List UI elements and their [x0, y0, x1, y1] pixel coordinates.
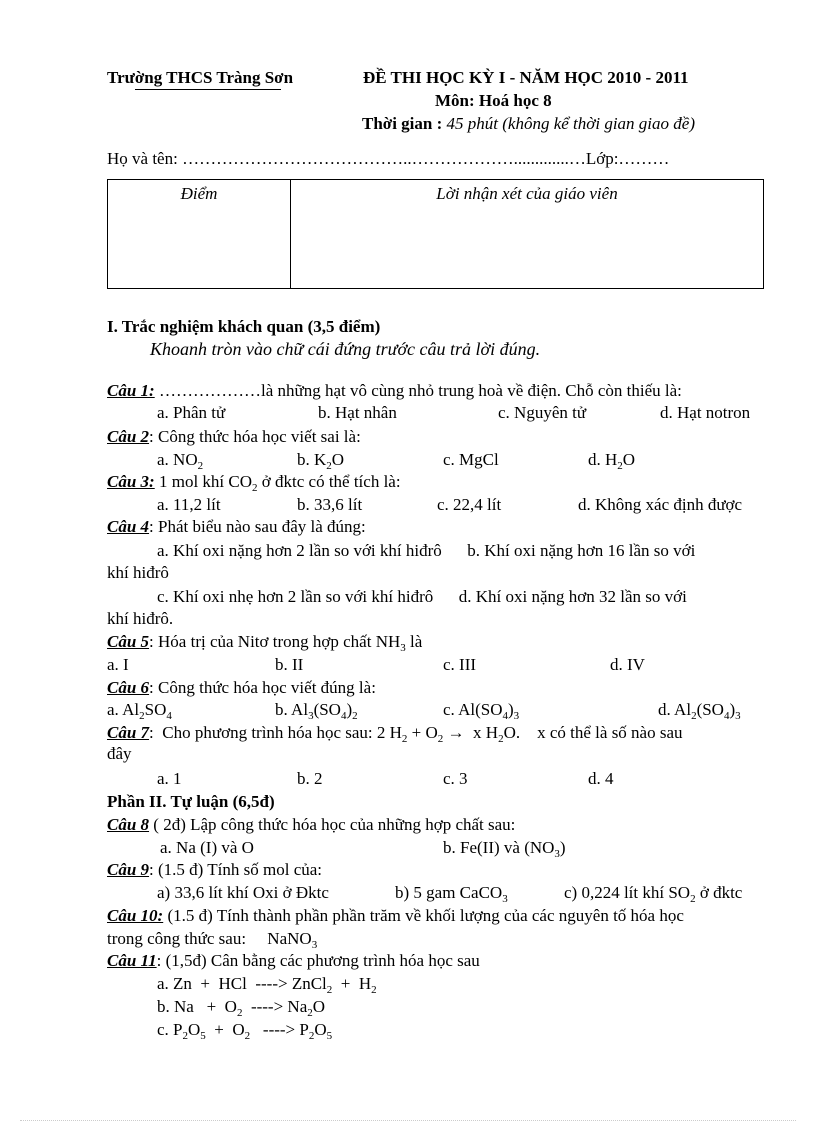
q2-option-b[interactable]: b. $K_2O$ [297, 450, 345, 472]
q2-option-a[interactable]: a. $NO_2$ [157, 450, 204, 472]
student-name-line: Họ và tên: …………………………………..……………….............…Lớp:……… [107, 149, 670, 168]
q1-option-b[interactable]: b. Hạt nhân [318, 403, 397, 422]
q10-stem-wrap: trong công thức sau: NaNO$_3$ [107, 929, 318, 951]
q11-part-a: a. Zn + HCl ----> ZnCl$_2$ + $H_2$ [157, 974, 377, 996]
q11-stem: Câu 11: (1,5đ) Cân bằng các phương trình hóa học sau [107, 951, 480, 970]
q5-stem: Câu 5: Hóa trị của Nitơ trong hợp chất $NH_3$ là [107, 632, 423, 654]
q9-part-a: a) 33,6 lít khí Oxi ở Đktc [157, 883, 329, 902]
comment-header: Lời nhận xét của giáo viên [436, 184, 618, 203]
q7-option-a[interactable]: a. 1 [157, 769, 182, 788]
q9-part-c: c) 0,224 lít khí $SO_2$ ở đktc [564, 883, 743, 905]
q8-part-a: a. Na (I) và O [160, 838, 254, 857]
q7-option-d[interactable]: d. 4 [588, 769, 614, 788]
q8-stem: Câu 8 ( 2đ) Lập công thức hóa học của những hợp chất sau: [107, 815, 516, 834]
q7-stem: Câu 7: Cho phương trình hóa học sau: 2 $H_2 + O_2 \to x$ $H_2O$. x có thể là số nào sau [107, 723, 683, 745]
school-underline [135, 89, 281, 90]
q6-option-c[interactable]: c. $Al(SO_4)_3$ [443, 700, 520, 722]
q4-options-ab-wrap: khí hiđrô [107, 563, 169, 582]
q1-option-c[interactable]: c. Nguyên tử [498, 403, 587, 422]
q5-option-b[interactable]: b. II [275, 655, 304, 674]
q1-option-d[interactable]: d. Hạt notron [660, 403, 751, 422]
q10-stem: Câu 10: (1.5 đ) Tính thành phần phần trăm về khối lượng của các nguyên tố hóa học [107, 906, 684, 925]
part2-title: Phần II. Tự luận (6,5đ) [107, 792, 275, 811]
q6-option-a[interactable]: a. $Al_2SO_4$ [107, 700, 172, 722]
q4-options-cd[interactable]: c. Khí oxi nhẹ hơn 2 lần so với khí hiđrô d. Khí oxi nặng hơn 32 lần so với [157, 587, 687, 606]
q2-stem: Câu 2: Công thức hóa học viết sai là: [107, 427, 361, 446]
q3-option-d[interactable]: d. Không xác định được [578, 495, 743, 514]
subject: Môn: Hoá học 8 [435, 91, 552, 110]
q9-stem: Câu 9: (1.5 đ) Tính số mol của: [107, 860, 323, 879]
score-header: Điểm [180, 184, 218, 203]
q5-option-d[interactable]: d. IV [610, 655, 645, 674]
q2-option-d[interactable]: d. $H_2O$ [588, 450, 636, 472]
score-cell[interactable] [108, 180, 291, 288]
exam-title: ĐỀ THI HỌC KỲ I - NĂM HỌC 2010 - 2011 [363, 68, 689, 87]
q11-part-b: b. $Na + O_2$ ----> $Na_2O$ [157, 997, 326, 1019]
part1-title: I. Trắc nghiệm khách quan (3,5 điểm) [107, 317, 381, 336]
q2-option-c[interactable]: c. MgCl [443, 450, 499, 469]
q8-part-b: b. Fe(II) và $(NO_3)$ [443, 838, 566, 860]
q4-options-ab[interactable]: a. Khí oxi nặng hơn 2 lần so với khí hiđrô b. Khí oxi nặng hơn 16 lần so với [157, 541, 696, 560]
q11-part-c: c. $P_2O_5 + O_2$ ----> $P_2O_5$ [157, 1020, 333, 1042]
q3-option-c[interactable]: c. 22,4 lít [437, 495, 502, 514]
q5-option-a[interactable]: a. I [107, 655, 129, 674]
page-bottom-border [20, 1120, 796, 1121]
grade-table [107, 179, 764, 289]
q7-option-b[interactable]: b. 2 [297, 769, 323, 788]
teacher-comment-cell[interactable] [291, 180, 763, 288]
part1-instruction: Khoanh tròn vào chữ cái đứng trước câu trả lời đúng. [150, 339, 541, 359]
time-line: Thời gian : 45 phút (không kể thời gian giao đề) [362, 114, 695, 133]
q4-stem: Câu 4: Phát biểu nào sau đây là đúng: [107, 517, 366, 536]
q3-option-a[interactable]: a. 11,2 lít [157, 495, 221, 514]
q3-stem: Câu 3: 1 mol khí $CO_2$ ở đktc có thể tích là: [107, 472, 401, 494]
q6-stem: Câu 6: Công thức hóa học viết đúng là: [107, 678, 376, 697]
q5-option-c[interactable]: c. III [443, 655, 477, 674]
q7-stem-wrap: đây [107, 744, 132, 763]
q1-stem: Câu 1: ………………là những hạt vô cùng nhỏ trung hoà về điện. Chỗ còn thiếu là: [107, 381, 682, 400]
arrow-icon: → [443, 723, 469, 742]
q3-option-b[interactable]: b. 33,6 lít [297, 495, 363, 514]
q1-option-a[interactable]: a. Phân tử [157, 403, 226, 422]
q6-option-d[interactable]: d. $Al_2(SO_4)_3$ [658, 700, 741, 722]
q4-options-cd-wrap: khí hiđrô. [107, 609, 174, 628]
school-name: Trường THCS Tràng Sơn [107, 68, 294, 87]
q9-part-b: b) 5 gam CaCO$_3$ [395, 883, 508, 905]
q6-option-b[interactable]: b. $Al_3(SO_4)_2$ [275, 700, 358, 722]
q7-option-c[interactable]: c. 3 [443, 769, 468, 788]
